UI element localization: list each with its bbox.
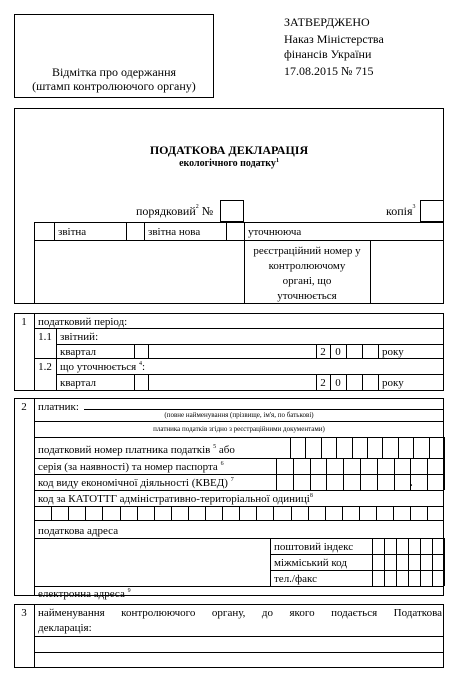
kved-dot: .: [409, 475, 413, 489]
r11-year-digit1: 2: [320, 346, 326, 358]
tax-number-cell[interactable]: [429, 437, 444, 458]
section3-line2: декларація:: [38, 622, 92, 634]
r12-year-digit2: 0: [335, 377, 341, 389]
katottg-divider: [342, 506, 343, 520]
approval-line1: ЗАТВЕРДЖЕНО: [284, 15, 370, 29]
kved-divider: [377, 474, 378, 490]
tax-number-label: податковий номер платника податків $^5$ або: [38, 444, 235, 456]
ordinal-label: порядковий$^2$ №: [136, 204, 214, 218]
r12-year-digit1: 2: [320, 377, 326, 389]
postal-label: поштовий індекс: [274, 541, 354, 553]
postal-divider: [432, 538, 433, 586]
address-label: податкова адреса: [38, 525, 119, 537]
kved-divider: [343, 474, 344, 490]
copy-label: копія$^3$: [386, 204, 416, 218]
katottg-divider: [359, 506, 360, 520]
kved-divider: [444, 474, 445, 490]
katottg-divider: [154, 506, 155, 520]
phone-label: тел./факс: [274, 573, 317, 585]
passport-divider: [427, 458, 428, 474]
approval-line4: 17.08.2015 № 715: [284, 64, 374, 78]
section1-number: 1: [21, 316, 27, 328]
tax-number-cell[interactable]: [382, 437, 397, 458]
katottg-divider: [427, 506, 428, 520]
kved-divider: [394, 474, 395, 490]
passport-divider: [293, 458, 294, 474]
postal-divider: [396, 538, 397, 586]
katottg-divider: [222, 506, 223, 520]
postal-divider: [444, 538, 445, 586]
tax-number-cell[interactable]: [290, 437, 305, 458]
katottg-divider: [205, 506, 206, 520]
email-field[interactable]: [136, 595, 444, 596]
katottg-divider: [85, 506, 86, 520]
tax-number-cell[interactable]: [305, 437, 320, 458]
katottg-divider: [51, 506, 52, 520]
kved-divider: [293, 474, 294, 490]
postal-divider: [384, 538, 385, 586]
reporting-new-checkbox[interactable]: [126, 222, 144, 240]
page-title: ПОДАТКОВА ДЕКЛАРАЦІЯ: [149, 143, 309, 157]
passport-divider: [394, 458, 395, 474]
clarifying-checkbox[interactable]: [226, 222, 244, 240]
katottg-divider: [171, 506, 172, 520]
section3-number: 3: [21, 607, 27, 619]
passport-divider: [343, 458, 344, 474]
passport-label: серія (за наявності) та номер паспорта $^6$: [38, 461, 224, 473]
kved-divider: [427, 474, 428, 490]
katottg-divider: [137, 506, 138, 520]
passport-divider: [410, 458, 411, 474]
tax-number-cell[interactable]: [413, 437, 428, 458]
ordinal-number-field[interactable]: [220, 200, 244, 222]
r11-year-digit2: 0: [335, 346, 341, 358]
r12-year-label: року: [382, 377, 404, 389]
r12-label: що уточнюється $^4$:: [60, 361, 146, 373]
katottg-divider: [34, 506, 35, 520]
reg-number-line1: реєстраційний номер у: [253, 245, 361, 257]
reg-number-line4: уточнюється: [277, 290, 337, 302]
passport-divider: [377, 458, 378, 474]
katottg-label: код за КАТОТТГ адміністративно-територіальної одиниці$^8$: [38, 493, 313, 505]
stamp-line2: (штамп контролюючого органу): [32, 79, 196, 93]
copy-field[interactable]: [420, 200, 444, 222]
kved-divider: [276, 474, 277, 490]
tax-number-divider: [444, 437, 445, 458]
tax-number-cell[interactable]: [336, 437, 351, 458]
tax-number-cell[interactable]: [352, 437, 367, 458]
katottg-divider: [102, 506, 103, 520]
r11-year-label: року: [382, 346, 404, 358]
email-label: електронна адреса $^9$: [38, 588, 131, 600]
r12-year-field[interactable]: [346, 374, 378, 391]
kved-divider: [326, 474, 327, 490]
tax-authority-field[interactable]: [34, 636, 444, 668]
reg-number-line3: органі, що: [282, 275, 332, 287]
approval-line2: Наказ Міністерства: [284, 32, 384, 46]
section1-label: податковий період:: [38, 316, 128, 328]
section2-number: 2: [21, 401, 27, 413]
katottg-divider: [410, 506, 411, 520]
postal-divider: [408, 538, 409, 586]
r11-quarter-field[interactable]: [134, 344, 148, 358]
address-field[interactable]: [34, 538, 270, 586]
reg-number-field[interactable]: [370, 240, 444, 304]
approval-line3: фінансів України: [284, 47, 372, 61]
postal-divider: [372, 538, 373, 586]
katottg-divider: [308, 506, 309, 520]
passport-divider: [276, 458, 277, 474]
katottg-divider: [273, 506, 274, 520]
passport-divider: [444, 458, 445, 474]
postal-divider: [420, 538, 421, 586]
page-subtitle: екологічного податку$^1$: [179, 158, 279, 169]
type-clarifying: уточнююча: [248, 226, 302, 238]
kved-label: код виду економічної діяльності (КВЕД) $^7$: [38, 477, 234, 489]
r11-label: звітний:: [60, 331, 99, 343]
r12-quarter: квартал: [60, 377, 97, 389]
section3-line1: найменування контролюючого органу, до якого подається Податкова: [38, 607, 442, 619]
stamp-line1: Відмітка про одержання: [51, 65, 177, 79]
r12-quarter-field[interactable]: [134, 374, 148, 391]
r11-number: 1.1: [38, 331, 52, 343]
type-reporting: звітна: [58, 226, 87, 238]
tax-number-cell[interactable]: [398, 437, 413, 458]
kved-divider: [310, 474, 311, 490]
r12-number: 1.2: [38, 361, 52, 373]
katottg-divider: [68, 506, 69, 520]
payer-hint1: (повне найменування (прізвище, ім'я, по батькові): [164, 411, 314, 419]
r11-quarter: квартал: [60, 346, 97, 358]
payer-hint2: платника податків згідно з реєстраційними документами): [153, 425, 325, 433]
passport-divider: [360, 458, 361, 474]
katottg-divider: [239, 506, 240, 520]
katottg-divider: [325, 506, 326, 520]
reporting-checkbox[interactable]: [34, 222, 54, 240]
tax-number-cell[interactable]: [321, 437, 336, 458]
reg-number-line2: контролюючому: [268, 260, 346, 272]
katottg-divider: [188, 506, 189, 520]
katottg-divider: [291, 506, 292, 520]
katottg-divider: [393, 506, 394, 520]
type-reporting-new: звітна нова: [148, 226, 201, 238]
intercity-label: міжміський код: [274, 557, 347, 569]
katottg-divider: [376, 506, 377, 520]
payer-name-line[interactable]: [84, 409, 444, 410]
r11-year-field[interactable]: [346, 344, 378, 358]
passport-divider: [326, 458, 327, 474]
katottg-divider: [256, 506, 257, 520]
section2-label: платник:: [38, 401, 79, 413]
tax-number-cell[interactable]: [367, 437, 382, 458]
kved-divider: [360, 474, 361, 490]
kved-divider: [410, 474, 411, 490]
passport-divider: [310, 458, 311, 474]
katottg-divider: [120, 506, 121, 520]
